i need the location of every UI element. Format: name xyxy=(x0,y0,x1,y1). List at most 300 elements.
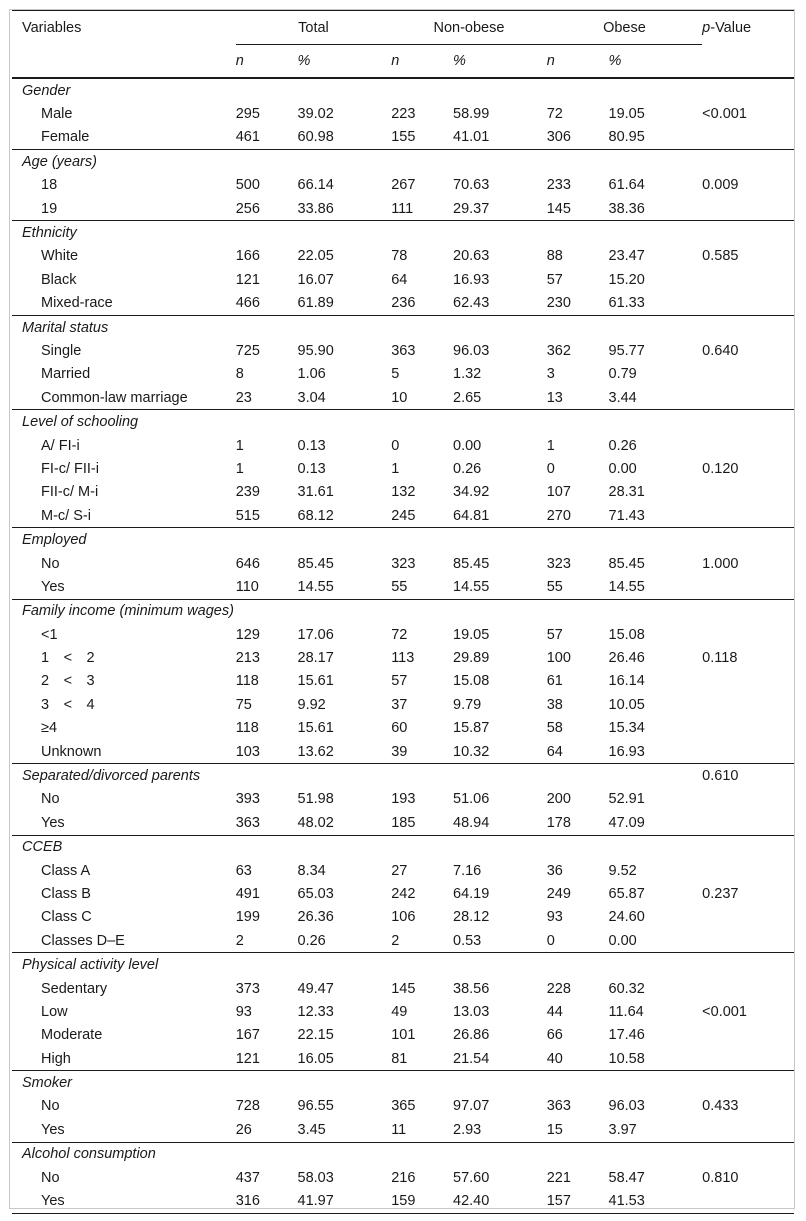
row-label: Sedentary xyxy=(41,980,108,997)
total-pct: 49.47 xyxy=(297,980,334,997)
total-pct: 17.06 xyxy=(297,626,334,643)
p-value xyxy=(702,434,794,457)
non-obese-n: 37 xyxy=(391,696,408,713)
obese-pct: 24.60 xyxy=(608,909,645,926)
obese-n: 61 xyxy=(546,673,563,690)
p-value xyxy=(702,623,794,646)
non-obese-n: 101 xyxy=(391,1027,416,1044)
non-obese-n: 245 xyxy=(391,507,416,524)
p-value: 0.433 xyxy=(702,1098,739,1115)
p-value: <0.001 xyxy=(702,106,747,123)
non-obese-pct: 42.40 xyxy=(453,1189,547,1214)
total-n: 1 xyxy=(235,460,244,477)
non-obese-n: 49 xyxy=(391,1003,408,1020)
total-n: 646 xyxy=(235,555,260,572)
non-obese-pct: 7.16 xyxy=(453,862,482,879)
p-value xyxy=(702,1189,794,1214)
non-obese-n: 72 xyxy=(391,626,408,643)
table-row xyxy=(12,811,794,835)
obese-pct: 10.05 xyxy=(608,696,645,713)
section-p-value xyxy=(702,835,794,859)
section-header-row xyxy=(12,835,794,859)
header-non-obese: Non-obese xyxy=(391,11,547,45)
header-n: n xyxy=(236,45,298,79)
non-obese-pct: 29.37 xyxy=(453,200,490,217)
p-value: 1.000 xyxy=(702,555,739,572)
table-row xyxy=(12,481,794,504)
p-value xyxy=(702,670,794,693)
row-label: Mixed-race xyxy=(41,295,113,312)
table-row xyxy=(12,126,794,150)
total-pct: 96.55 xyxy=(297,1098,334,1115)
obese-n: 270 xyxy=(546,507,571,524)
row-label: Yes xyxy=(41,814,65,831)
section-p-value xyxy=(702,953,794,977)
obese-pct: 3.97 xyxy=(608,1121,637,1138)
total-n: 121 xyxy=(235,271,260,288)
obese-n: 233 xyxy=(546,177,571,194)
section-title: Employed xyxy=(12,528,702,552)
section-p-value xyxy=(702,528,794,552)
total-n: 213 xyxy=(235,650,260,667)
table-row xyxy=(12,268,794,291)
total-pct: 26.36 xyxy=(297,909,334,926)
row-label: Black xyxy=(41,271,77,288)
obese-pct: 23.47 xyxy=(608,248,645,265)
section-title: Ethnicity xyxy=(12,221,702,245)
section-title: Gender xyxy=(12,78,702,102)
total-n: 2 xyxy=(235,932,244,949)
total-n: 466 xyxy=(235,295,260,312)
total-n: 725 xyxy=(235,342,260,359)
p-value xyxy=(702,504,794,528)
total-pct: 60.98 xyxy=(297,129,334,146)
non-obese-n: 106 xyxy=(391,909,416,926)
section-p-value: 0.610 xyxy=(702,764,794,788)
obese-pct: 60.32 xyxy=(608,980,645,997)
table-row xyxy=(12,670,794,693)
section-title: Alcohol consumption xyxy=(12,1142,702,1166)
obese-n: 44 xyxy=(546,1003,563,1020)
total-pct: 28.17 xyxy=(297,650,334,667)
total-pct: 66.14 xyxy=(297,177,334,194)
section-p-value xyxy=(702,1071,794,1095)
total-pct: 39.02 xyxy=(297,106,334,123)
non-obese-n: 236 xyxy=(391,295,416,312)
p-value xyxy=(702,292,794,316)
section-p-value xyxy=(702,150,794,174)
obese-n: 66 xyxy=(546,1027,563,1044)
table-row xyxy=(12,929,794,953)
total-pct: 16.07 xyxy=(297,271,334,288)
row-label: White xyxy=(41,248,79,265)
non-obese-pct: 58.99 xyxy=(453,106,490,123)
non-obese-pct: 62.43 xyxy=(453,295,490,312)
obese-n: 88 xyxy=(546,248,563,265)
table-row xyxy=(12,1166,794,1189)
p-value xyxy=(702,197,794,221)
total-pct: 48.02 xyxy=(297,814,334,831)
row-label: Married xyxy=(41,366,91,383)
non-obese-n: 39 xyxy=(391,743,408,760)
non-obese-n: 132 xyxy=(391,484,416,501)
obese-n: 107 xyxy=(546,484,571,501)
non-obese-n: 145 xyxy=(391,980,416,997)
obese-pct: 16.93 xyxy=(608,743,645,760)
obese-n: 178 xyxy=(546,814,571,831)
obese-pct: 0.26 xyxy=(608,437,637,454)
table-row xyxy=(12,197,794,221)
data-table xyxy=(12,10,794,1214)
obese-pct: 3.44 xyxy=(608,389,637,406)
obese-n: 0 xyxy=(546,932,555,949)
total-pct: 58.03 xyxy=(297,1169,334,1186)
section-title: Physical activity level xyxy=(12,953,702,977)
obese-pct: 19.05 xyxy=(608,106,645,123)
non-obese-pct: 64.81 xyxy=(453,507,490,524)
non-obese-pct: 13.03 xyxy=(453,1003,490,1020)
table-row xyxy=(12,977,794,1000)
row-label: Yes xyxy=(41,1121,65,1138)
p-value xyxy=(702,811,794,835)
section-p-value xyxy=(702,315,794,339)
p-value xyxy=(702,929,794,953)
header-pct: % xyxy=(298,45,392,79)
total-n: 118 xyxy=(235,673,259,690)
non-obese-pct: 2.65 xyxy=(453,389,482,406)
non-obese-pct: 51.06 xyxy=(453,791,490,808)
row-label: A/ FI-i xyxy=(41,437,80,454)
non-obese-n: 11 xyxy=(391,1121,407,1138)
p-value: 0.640 xyxy=(702,342,739,359)
obese-n: 57 xyxy=(546,271,563,288)
non-obese-pct: 0.26 xyxy=(453,460,482,477)
total-n: 63 xyxy=(235,862,252,879)
section-header-row xyxy=(12,221,794,245)
p-value: 0.810 xyxy=(702,1169,739,1186)
total-pct: 9.92 xyxy=(297,696,326,713)
obese-pct: 11.64 xyxy=(608,1003,644,1020)
p-value xyxy=(702,386,794,410)
total-pct: 68.12 xyxy=(297,507,334,524)
p-value: 0.237 xyxy=(702,885,739,902)
p-value xyxy=(702,1024,794,1047)
obese-n: 157 xyxy=(547,1189,609,1214)
obese-n: 57 xyxy=(546,626,563,643)
total-n: 316 xyxy=(236,1189,298,1214)
table-row xyxy=(12,1024,794,1047)
obese-pct: 41.53 xyxy=(609,1189,703,1214)
total-n: 26 xyxy=(235,1121,252,1138)
table-row xyxy=(12,386,794,410)
total-pct: 14.55 xyxy=(297,578,334,595)
obese-pct: 15.34 xyxy=(608,720,645,737)
row-label: Class C xyxy=(41,909,92,926)
p-value xyxy=(702,977,794,1000)
row-label: Low xyxy=(41,1003,68,1020)
non-obese-pct: 1.32 xyxy=(453,366,482,383)
non-obese-n: 10 xyxy=(391,389,408,406)
total-n: 121 xyxy=(235,1050,260,1067)
table-row xyxy=(12,339,794,362)
total-n: 118 xyxy=(235,720,259,737)
obese-n: 362 xyxy=(546,342,571,359)
non-obese-pct: 14.55 xyxy=(453,578,490,595)
total-pct: 16.05 xyxy=(297,1050,334,1067)
non-obese-pct: 15.08 xyxy=(453,673,490,690)
table-row xyxy=(12,1000,794,1023)
total-pct: 12.33 xyxy=(297,1003,334,1020)
total-n: 23 xyxy=(235,389,252,406)
non-obese-pct: 85.45 xyxy=(453,555,490,572)
section-p-value xyxy=(702,410,794,434)
header-pct: % xyxy=(609,45,703,79)
total-n: 75 xyxy=(235,696,252,713)
row-label: Female xyxy=(41,129,90,146)
table-row xyxy=(12,1118,794,1142)
total-n: 515 xyxy=(235,507,260,524)
total-pct: 8.34 xyxy=(297,862,326,879)
section-title: Level of schooling xyxy=(12,410,702,434)
obese-pct: 0.00 xyxy=(608,932,637,949)
total-pct: 0.13 xyxy=(297,460,326,477)
non-obese-n: 216 xyxy=(391,1169,416,1186)
row-label: Class A xyxy=(41,862,91,879)
non-obese-pct: 0.53 xyxy=(453,932,482,949)
table-row xyxy=(12,552,794,575)
non-obese-pct: 97.07 xyxy=(453,1098,490,1115)
section-title: Age (years) xyxy=(12,150,702,174)
p-value: 0.120 xyxy=(702,460,739,477)
total-n: 8 xyxy=(235,366,244,383)
obese-pct: 10.58 xyxy=(608,1050,645,1067)
non-obese-n: 1 xyxy=(391,460,400,477)
obese-pct: 0.79 xyxy=(608,366,637,383)
obese-n: 100 xyxy=(546,650,571,667)
table-row xyxy=(12,1047,794,1071)
table-row xyxy=(12,623,794,646)
row-label: <1 xyxy=(41,626,58,643)
section-header-row xyxy=(12,78,794,102)
non-obese-n: 267 xyxy=(391,177,416,194)
obese-pct: 65.87 xyxy=(608,885,645,902)
obese-pct: 17.46 xyxy=(608,1027,645,1044)
obese-pct: 71.43 xyxy=(608,507,645,524)
obese-n: 64 xyxy=(546,743,563,760)
section-title: Marital status xyxy=(12,315,702,339)
non-obese-pct: 70.63 xyxy=(453,177,490,194)
p-value: 0.118 xyxy=(702,650,738,667)
non-obese-n: 363 xyxy=(391,342,416,359)
non-obese-pct: 64.19 xyxy=(453,885,490,902)
non-obese-pct: 16.93 xyxy=(453,271,490,288)
non-obese-pct: 38.56 xyxy=(453,980,490,997)
non-obese-n: 223 xyxy=(391,106,416,123)
total-pct: 85.45 xyxy=(297,555,334,572)
total-pct: 31.61 xyxy=(297,484,334,501)
non-obese-n: 55 xyxy=(391,578,408,595)
non-obese-n: 111 xyxy=(391,200,414,217)
total-pct: 51.98 xyxy=(297,791,334,808)
non-obese-n: 64 xyxy=(391,271,408,288)
table-body xyxy=(12,78,794,1214)
total-pct: 0.26 xyxy=(297,932,326,949)
row-label: Common-law marriage xyxy=(41,389,188,406)
obese-pct: 28.31 xyxy=(608,484,645,501)
total-pct: 41.97 xyxy=(298,1189,392,1214)
p-value xyxy=(702,717,794,740)
obese-pct: 61.33 xyxy=(608,295,645,312)
section-header-row xyxy=(12,599,794,623)
header-obese: Obese xyxy=(547,11,702,45)
obese-pct: 52.91 xyxy=(608,791,645,808)
row-label: Classes D–E xyxy=(41,932,125,949)
total-pct: 22.15 xyxy=(297,1027,334,1044)
non-obese-pct: 9.79 xyxy=(453,696,482,713)
table-row xyxy=(12,174,794,197)
p-value xyxy=(702,906,794,929)
obese-pct: 16.14 xyxy=(608,673,645,690)
obese-pct: 38.36 xyxy=(608,200,645,217)
p-value xyxy=(702,1118,794,1142)
non-obese-n: 193 xyxy=(391,791,416,808)
row-label: Class B xyxy=(41,885,91,902)
row-label: No xyxy=(41,1098,60,1115)
p-value xyxy=(702,1047,794,1071)
total-n: 256 xyxy=(235,200,260,217)
total-n: 167 xyxy=(235,1027,260,1044)
obese-pct: 15.08 xyxy=(608,626,645,643)
non-obese-n: 365 xyxy=(391,1098,416,1115)
total-n: 461 xyxy=(235,129,260,146)
total-n: 491 xyxy=(235,885,260,902)
header-total: Total xyxy=(236,11,391,45)
row-label: FI-c/ FII-i xyxy=(41,460,99,477)
total-pct: 65.03 xyxy=(297,885,334,902)
obese-n: 38 xyxy=(546,696,563,713)
obese-pct: 9.52 xyxy=(608,862,637,879)
section-title: Separated/divorced parents xyxy=(12,764,702,788)
obese-pct: 15.20 xyxy=(608,271,645,288)
row-label: Yes xyxy=(12,1189,236,1214)
non-obese-n: 323 xyxy=(391,555,416,572)
obese-pct: 85.45 xyxy=(608,555,645,572)
p-value xyxy=(702,126,794,150)
non-obese-n: 0 xyxy=(391,437,400,454)
section-header-row xyxy=(12,150,794,174)
header-variables: Variables xyxy=(12,11,236,45)
total-pct: 13.62 xyxy=(297,743,334,760)
p-value xyxy=(702,740,794,764)
non-obese-pct: 10.32 xyxy=(453,743,490,760)
section-p-value xyxy=(702,1142,794,1166)
section-p-value xyxy=(702,221,794,245)
non-obese-n: 81 xyxy=(391,1050,408,1067)
total-pct: 15.61 xyxy=(297,673,334,690)
obese-n: 306 xyxy=(546,129,571,146)
total-n: 500 xyxy=(235,177,260,194)
total-n: 1 xyxy=(235,437,244,454)
section-title: Smoker xyxy=(12,1071,702,1095)
non-obese-pct: 21.54 xyxy=(453,1050,490,1067)
total-n: 373 xyxy=(235,980,260,997)
section-title: Family income (minimum wages) xyxy=(12,599,702,623)
table-row xyxy=(12,906,794,929)
obese-pct: 61.64 xyxy=(608,177,645,194)
total-n: 103 xyxy=(235,743,260,760)
p-value xyxy=(702,268,794,291)
obese-pct: 95.77 xyxy=(608,342,645,359)
row-label: No xyxy=(41,555,60,572)
obese-n: 93 xyxy=(546,909,563,926)
obese-n: 40 xyxy=(546,1050,563,1067)
table-row xyxy=(12,434,794,457)
obese-n: 230 xyxy=(546,295,571,312)
p-value xyxy=(702,788,794,811)
total-pct: 61.89 xyxy=(297,295,334,312)
non-obese-pct: 41.01 xyxy=(453,129,490,146)
p-value: <0.001 xyxy=(702,1003,747,1020)
row-label: 2 < 3 xyxy=(41,673,95,690)
section-header-row xyxy=(12,528,794,552)
row-label: 3 < 4 xyxy=(41,696,95,713)
total-n: 728 xyxy=(235,1098,260,1115)
obese-n: 36 xyxy=(546,862,563,879)
obese-pct: 26.46 xyxy=(608,650,645,667)
non-obese-n: 113 xyxy=(391,650,415,667)
row-label: 1 < 2 xyxy=(41,650,95,667)
total-n: 437 xyxy=(235,1169,260,1186)
obese-pct: 47.09 xyxy=(608,814,645,831)
table-row xyxy=(12,1095,794,1118)
p-value xyxy=(702,481,794,504)
total-n: 93 xyxy=(235,1003,252,1020)
total-n: 110 xyxy=(235,578,259,595)
row-label: High xyxy=(41,1050,71,1067)
total-pct: 95.90 xyxy=(297,342,334,359)
non-obese-n: 155 xyxy=(391,129,416,146)
row-label: No xyxy=(41,791,60,808)
table-row xyxy=(12,859,794,882)
total-n: 295 xyxy=(235,106,260,123)
p-value xyxy=(702,575,794,599)
non-obese-n: 60 xyxy=(391,720,408,737)
header-n: n xyxy=(391,45,453,79)
non-obese-pct: 19.05 xyxy=(453,626,490,643)
p-value: 0.585 xyxy=(702,248,739,265)
row-label: Unknown xyxy=(41,743,102,760)
section-p-value xyxy=(702,599,794,623)
p-value xyxy=(702,693,794,716)
non-obese-pct: 34.92 xyxy=(453,484,490,501)
section-header-row xyxy=(12,953,794,977)
obese-n: 3 xyxy=(546,366,555,383)
p-value xyxy=(702,859,794,882)
non-obese-pct: 28.12 xyxy=(453,909,490,926)
obese-n: 200 xyxy=(546,791,571,808)
obese-n: 1 xyxy=(546,437,555,454)
row-label: Moderate xyxy=(41,1027,103,1044)
header-n: n xyxy=(547,45,609,79)
non-obese-pct: 48.94 xyxy=(453,814,490,831)
section-header-row xyxy=(12,1071,794,1095)
table-row xyxy=(12,102,794,125)
non-obese-pct: 20.63 xyxy=(453,248,490,265)
non-obese-pct: 2.93 xyxy=(453,1121,482,1138)
table-row xyxy=(12,740,794,764)
obese-n: 221 xyxy=(546,1169,571,1186)
obese-pct: 0.00 xyxy=(608,460,637,477)
